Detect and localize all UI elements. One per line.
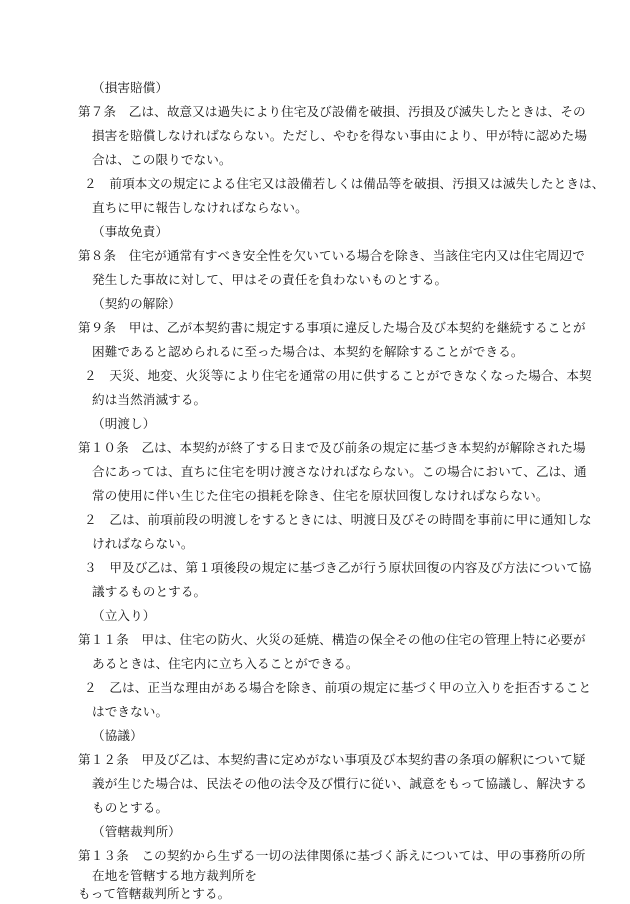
article-7-line-1: 第７条 乙は、故意又は過失により住宅及び設備を破損、汚損及び滅失したときは、その	[78, 104, 586, 119]
article-9-para-2-line-1: ２ 天災、地変、火災等により住宅を通常の用に供することができなくなった場合、本契	[84, 368, 592, 383]
article-9-line-2: 困難であると認められるに至った場合は、本契約を解除することができる。	[92, 344, 524, 359]
caption-surrender: （明渡し）	[92, 416, 156, 431]
article-7-para-2-line-2: 直ちに甲に報告しなければならない。	[92, 200, 308, 215]
article-7-line-2: 損害を賠償しなければならない。ただし、やむを得ない事由により、甲が特に認めた場	[92, 128, 588, 143]
caption-damages: （損害賠償）	[92, 80, 169, 95]
article-10-para-3-line-1: ３ 甲及び乙は、第１項後段の規定に基づき乙が行う原状回復の内容及び方法について協	[84, 560, 592, 575]
article-12-line-3: ものとする。	[92, 800, 169, 815]
article-7-para-2-line-1: ２ 前項本文の規定による住宅又は設備若しくは備品等を破損、汚損又は滅失したときは、	[84, 176, 605, 191]
caption-jurisdiction: （管轄裁判所）	[92, 824, 181, 839]
caption-consultation: （協議）	[92, 728, 143, 743]
article-10-line-3: 常の使用に伴い生じた住宅の損耗を除き、住宅を原状回復しなければならない。	[92, 488, 549, 503]
article-8-line-2: 発生した事故に対して、甲はその責任を負わないものとする。	[92, 272, 448, 287]
article-11-line-1: 第１１条 甲は、住宅の防火、火災の延焼、構造の保全その他の住宅の管理上特に必要が	[78, 632, 586, 647]
article-11-para-2-line-2: はできない。	[92, 704, 169, 719]
article-10-para-2-line-1: ２ 乙は、前項前段の明渡しをするときには、明渡日及びその時間を事前に甲に通知しな	[84, 512, 592, 527]
article-9-para-2-line-2: 約は当然消滅する。	[92, 392, 207, 407]
article-12-line-1: 第１２条 甲及び乙は、本契約書に定めがない事項及び本契約書の条項の解釈について疑	[78, 752, 586, 767]
article-9-line-1: 第９条 甲は、乙が本契約書に規定する事項に違反した場合及び本契約を継続することが	[78, 320, 586, 335]
article-11-line-2: あるときは、住宅内に立ち入ることができる。	[92, 656, 359, 671]
article-10-para-2-line-2: ければならない。	[92, 536, 194, 551]
article-13-line-1: 第１３条 この契約から生ずる一切の法律関係に基づく訴えについては、甲の事務所の所	[78, 848, 586, 863]
caption-cancellation: （契約の解除）	[92, 296, 181, 311]
article-11-para-2-line-1: ２ 乙は、正当な理由がある場合を除き、前項の規定に基づく甲の立入りを拒否すること	[84, 680, 592, 695]
article-13-line-2: 在地を管轄する地方裁判所を	[92, 868, 258, 883]
article-12-line-2: 義が生じた場合は、民法その他の法令及び慣行に従い、誠意をもって協議し、解決する	[92, 776, 588, 791]
caption-accident-exemption: （事故免責）	[92, 224, 169, 239]
article-10-line-1: 第１０条 乙は、本契約が終了する日まで及び前条の規定に基づき本契約が解除された場	[78, 440, 586, 455]
article-8-line-1: 第８条 住宅が通常有すべき安全性を欠いている場合を除き、当該住宅内又は住宅周辺で	[78, 248, 585, 263]
article-13-line-3: もって管轄裁判所とする。	[78, 886, 231, 901]
caption-entry: （立入り）	[92, 608, 156, 623]
article-10-para-3-line-2: 議するものとする。	[92, 584, 207, 599]
article-10-line-2: 合にあっては、直ちに住宅を明け渡さなければならない。この場合において、乙は、通	[92, 464, 587, 479]
article-7-line-3: 合は、この限りでない。	[92, 152, 232, 167]
